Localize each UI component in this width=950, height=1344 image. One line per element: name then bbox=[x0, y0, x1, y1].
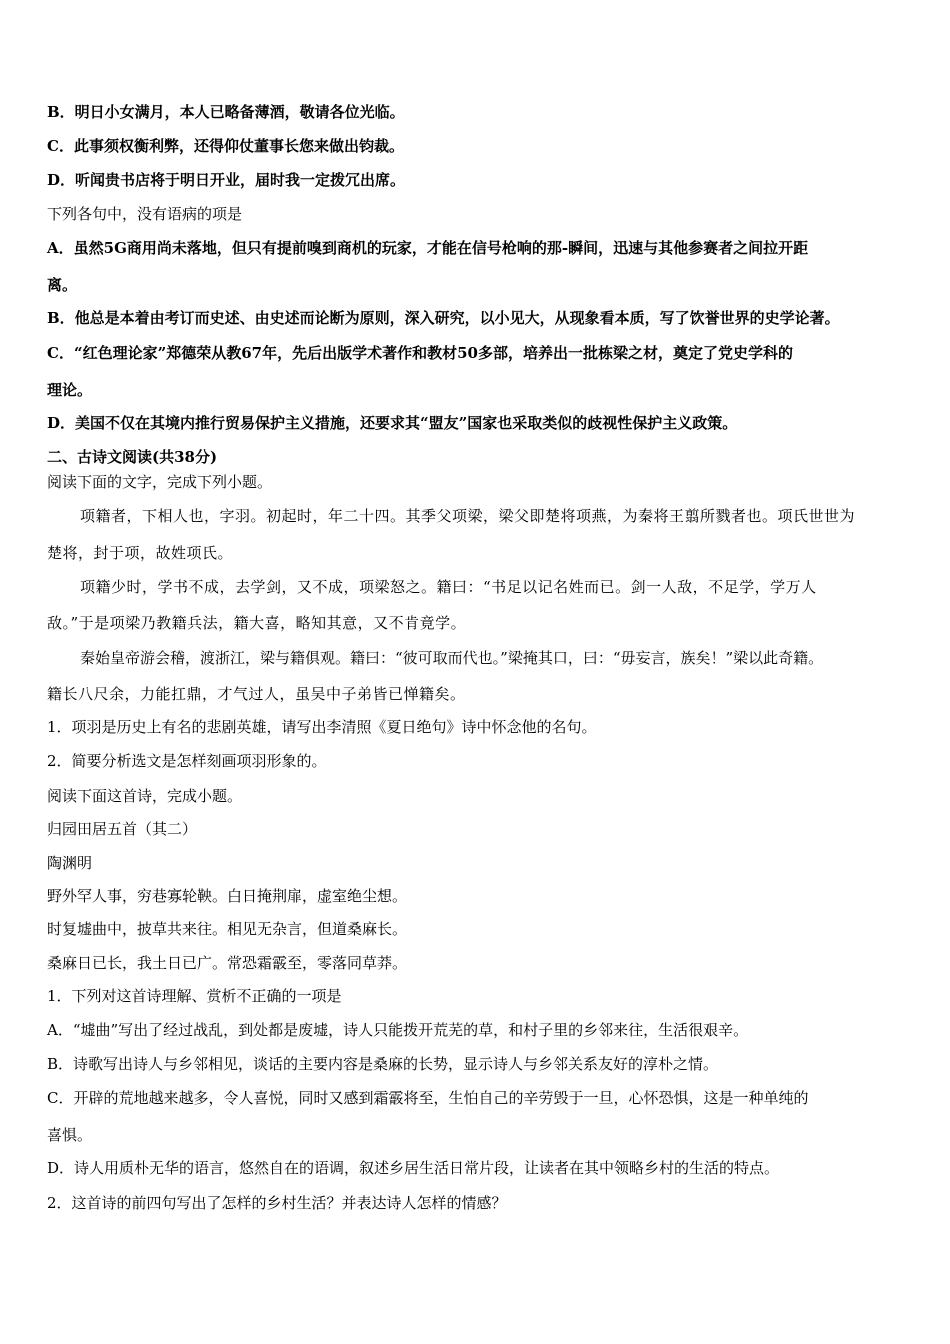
section-heading: 二、古诗文阅读(共38分) bbox=[47, 448, 218, 466]
passage-paragraph: 项籍者，下相人也，字羽。初起时，年二十四。其季父项梁，梁父即楚将项燕，为秦将王翦所戮者也。项氏世世为 bbox=[80, 507, 856, 525]
reading-instruction: 阅读下面这首诗，完成小题。 bbox=[47, 787, 243, 805]
passage-paragraph-cont: 籍长八尺余，力能扛鼎，才气过人，虽吴中子弟皆已惮籍矣。 bbox=[47, 685, 466, 703]
option-d-line: D．诗人用质朴无华的语言，悠然自在的语调，叙述乡居生活日常片段，让读者在其中领略乡村的生活的特点。 bbox=[47, 1159, 780, 1177]
question-item: 1．项羽是历史上有名的悲剧英雄，请写出李清照《夏日绝句》诗中怀念他的名句。 bbox=[47, 718, 597, 736]
passage-paragraph: 秦始皇帝游会稽，渡浙江，梁与籍俱观。籍曰：“彼可取而代也。”梁掩其口，曰：“毋妄言，族矣！”梁以此奇籍。 bbox=[80, 649, 824, 667]
option-c-line: C．“红色理论家”郑德荣从教67年，先后出版学术著作和教材50多部，培养出一批栋梁之材，奠定了党史学科的 bbox=[47, 344, 793, 362]
question-item: 1．下列对这首诗理解、赏析不正确的一项是 bbox=[47, 987, 342, 1005]
passage-paragraph-cont: 楚将，封于项，故姓项氏。 bbox=[47, 544, 234, 562]
question-stem: 下列各句中，没有语病的项是 bbox=[47, 205, 243, 223]
option-a-line-cont: 离。 bbox=[47, 276, 78, 294]
option-d-line: D．听闻贵书店将于明日开业，届时我一定拨冗出席。 bbox=[47, 171, 406, 189]
option-c-line-cont: 理论。 bbox=[47, 381, 93, 399]
question-item: 2．简要分析选文是怎样刻画项羽形象的。 bbox=[47, 752, 327, 770]
poem-author: 陶渊明 bbox=[47, 854, 93, 872]
question-item: 2．这首诗的前四句写出了怎样的乡村生活？并表达诗人怎样的情感？ bbox=[47, 1194, 507, 1212]
poem-line: 野外罕人事，穷巷寡轮鞅。白日掩荆扉，虚室绝尘想。 bbox=[47, 887, 408, 905]
poem-line: 桑麻日已长，我土日已广。常恐霜霰至，零落同草莽。 bbox=[47, 954, 408, 972]
option-b-line: B．他总是本着由考订而史述、由史述而论断为原则，深入研究，以小见大，从现象看本质，写了饮誉世界的史学论著。 bbox=[47, 309, 840, 327]
option-d-line: D．美国不仅在其境内推行贸易保护主义措施，还要求其“盟友”国家也采取类似的歧视性保护主义政策。 bbox=[47, 414, 738, 432]
reading-instruction: 阅读下面的文字，完成下列小题。 bbox=[47, 473, 273, 491]
poem-line: 时复墟曲中，披草共来往。相见无杂言，但道桑麻长。 bbox=[47, 920, 408, 938]
option-c-line: C．开辟的荒地越来越多，令人喜悦，同时又感到霜霰将至，生怕自己的辛劳毁于一旦，心怀恐惧，这是一种单纯的 bbox=[47, 1089, 809, 1107]
option-a-line: A．虽然5G商用尚未落地，但只有提前嗅到商机的玩家，才能在信号枪响的那-瞬间，迅速与其他参赛者之间拉开距 bbox=[47, 239, 809, 257]
option-c-line-cont: 喜惧。 bbox=[47, 1126, 93, 1144]
option-a-line: A．“墟曲”写出了经过战乱，到处都是废墟，诗人只能拨开荒芜的草，和村子里的乡邻来往，生活很艰辛。 bbox=[47, 1021, 749, 1039]
option-c-line: C．此事须权衡利弊，还得仰仗董事长您来做出钧裁。 bbox=[47, 137, 404, 155]
option-b-line: B．明日小女满月，本人已略备薄酒，敬请各位光临。 bbox=[47, 103, 405, 121]
passage-paragraph: 项籍少时，学书不成，去学剑，又不成，项梁怒之。籍曰：“书足以记名姓而已。剑一人敌，不足学，学万人 bbox=[80, 578, 817, 596]
option-b-line: B．诗歌写出诗人与乡邻相见，谈话的主要内容是桑麻的长势，显示诗人与乡邻关系友好的淳朴之情。 bbox=[47, 1055, 719, 1073]
poem-title: 归园田居五首（其二） bbox=[47, 820, 198, 838]
passage-paragraph-cont: 敌。”于是项梁乃教籍兵法，籍大喜，略知其意，又不肯竟学。 bbox=[47, 614, 467, 632]
